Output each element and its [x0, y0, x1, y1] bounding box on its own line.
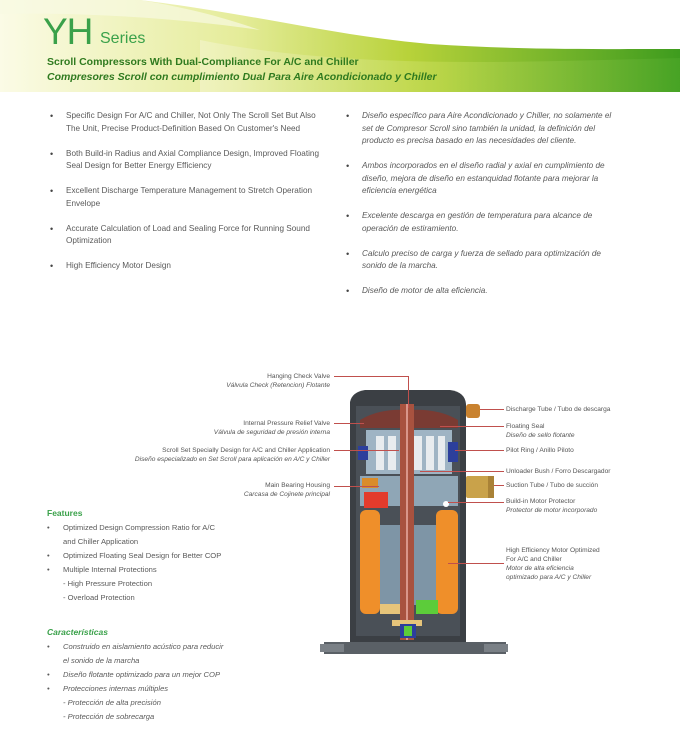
label-en: Discharge Tube / Tubo de descarga — [506, 406, 611, 413]
label-en: Build-in Motor Protector — [506, 498, 576, 505]
benefit-es-item: • Diseño específico para Aire Acondicionado y Chiller, no solamente el set de Compresor Scroll sino también la unidad, la definición del producto es precisa basado en las necesidades del cliente. — [346, 110, 612, 148]
callout-line — [334, 450, 399, 451]
feature-en-item: • Optimized Design Compression Ratio for A/C — [47, 521, 221, 535]
header-banner — [0, 0, 680, 92]
callout-line — [334, 423, 364, 424]
label-en: Scroll Set Specially Design for A/C and Chiller Application — [162, 447, 330, 454]
feature-en-item: - High Pressure Protection — [63, 579, 153, 588]
label-es: optimizado para A/C y Chiller — [506, 574, 592, 581]
feature-en-item: • Optimized Floating Seal Design for Better COP — [47, 549, 221, 563]
label-es: Diseño especializado en Set Scroll para aplicación en A/C y Chiller — [134, 456, 330, 463]
series-word: Series — [100, 30, 146, 47]
benefits-en — [50, 110, 320, 285]
label-en: Suction Tube / Tubo de succión — [506, 482, 599, 489]
benefit-en-item: • Both Build-in Radius and Axial Compliance Design, Improved Floating Seal Design for Better Energy Efficiency — [50, 148, 320, 173]
benefit-es-item: • Calculo preciso de carga y fuerza de sellado para optimización de sonido de la marcha. — [346, 248, 612, 273]
feature-es-item: • Diseño flotante optimizado para un mejor COP — [47, 668, 223, 682]
features-es — [47, 625, 223, 724]
label-en: Internal Pressure Relief Valve — [243, 420, 330, 427]
benefit-es-item: • Diseño de motor de alta eficiencia. — [346, 285, 612, 298]
callout-line — [480, 409, 504, 410]
label-suction-tube — [506, 481, 598, 490]
subtitle-es: Compresores Scroll con cumplimiento Dual Para Aire Acondicionado y Chiller — [47, 71, 437, 83]
features-en — [47, 506, 221, 605]
label-en: Floating Seal — [506, 423, 545, 430]
label-es: Motor de alta eficiencia — [506, 565, 574, 572]
label-pilot-ring — [506, 446, 574, 455]
label-en: Pilot Ring / Anillo Piloto — [506, 447, 574, 454]
label-es: Diseño de sello flotante — [506, 432, 575, 439]
label-floating-seal — [506, 422, 575, 440]
feature-es-item: - Protección de sobrecarga — [63, 712, 155, 721]
label-unloader-bush — [506, 467, 610, 476]
label-discharge-tube — [506, 405, 610, 414]
callout-line — [334, 486, 379, 487]
feature-en-item: • Multiple Internal Protections — [47, 563, 221, 577]
callout-line — [494, 485, 504, 486]
callout-line — [448, 563, 504, 564]
label-pressure-relief-valve — [214, 419, 330, 437]
label-scroll-set — [135, 446, 330, 464]
subtitle-en: Scroll Compressors With Dual-Compliance For A/C and Chiller — [47, 56, 359, 68]
feature-es-item: - Protección de alta precisión — [63, 698, 161, 707]
benefit-es-item: • Ambos incorporados en el diseño radial y axial en cumplimiento de diseño, mejora de diseño en estanquidad flotante para mejorar la eficiencia energética — [346, 160, 612, 198]
label-hanging-check-valve — [226, 372, 330, 390]
features-es-title: Características — [47, 627, 108, 637]
label-en: Unloader Bush / Forro Descargador — [506, 468, 611, 475]
series-code: YH — [43, 11, 93, 52]
callout-line — [420, 471, 504, 472]
label-motor-protector — [506, 497, 597, 515]
label-es: Protector de motor incorporado — [506, 507, 598, 514]
feature-es-item: • Construido en aislamiento acústico para reducir — [47, 640, 223, 654]
benefit-en-item: • High Efficiency Motor Design — [50, 260, 320, 273]
label-main-bearing-housing — [244, 481, 330, 499]
benefit-en-item: • Excellent Discharge Temperature Management to Stretch Operation Envelope — [50, 185, 320, 210]
callout-line — [448, 502, 504, 503]
feature-en-item: and Chiller Application — [63, 537, 139, 546]
feature-en-item: - Overload Protection — [63, 593, 135, 602]
features-en-title: Features — [47, 508, 83, 518]
callout-line — [408, 376, 409, 408]
label-es: Válvula de seguridad de presión interna — [213, 429, 330, 436]
benefits-es — [346, 110, 612, 310]
label-es: Válvula Check (Retencion) Flotante — [226, 382, 330, 389]
benefit-es-item: • Excelente descarga en gestión de temperatura para alcance de operación de estiramiento. — [346, 210, 612, 235]
benefit-en-item: • Specific Design For A/C and Chiller, Not Only The Scroll Set But Also The Unit, Precise Product-Definition Based On Customer's Need — [50, 110, 320, 135]
label-en: For A/C and Chiller — [506, 556, 562, 563]
label-en: High Efficiency Motor Optimized — [506, 547, 600, 554]
label-es: Carcasa de Cojinete principal — [243, 491, 330, 498]
label-en: Main Bearing Housing — [265, 482, 330, 489]
feature-es-item: • Protecciones internas múltiples — [47, 682, 223, 696]
label-en: Hanging Check Valve — [267, 373, 330, 380]
benefit-en-item: • Accurate Calculation of Load and Sealing Force for Running Sound Optimization — [50, 223, 320, 248]
callout-line — [455, 450, 504, 451]
callout-line — [334, 376, 409, 377]
callout-line — [440, 426, 504, 427]
label-high-efficiency-motor — [506, 546, 600, 582]
feature-es-item: el sonido de la marcha — [63, 656, 140, 665]
